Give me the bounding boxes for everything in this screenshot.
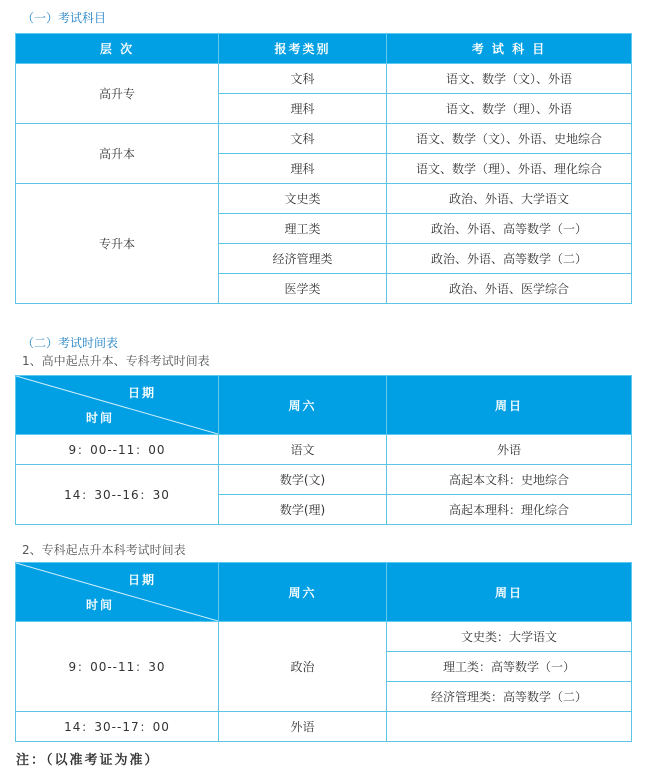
subjects-cell: 政治、外语、医学综合 <box>387 274 632 304</box>
subjects-cell: 语文、数学（文）、外语、史地综合 <box>387 124 632 154</box>
table-header-row <box>16 34 632 64</box>
sunday-cell: 经济管理类：高等数学（二） <box>387 682 632 712</box>
diagonal-line-icon <box>16 376 218 434</box>
table-header-row <box>16 563 632 622</box>
sunday-cell: 高起本理科：理化综合 <box>387 495 632 525</box>
table-row <box>16 622 632 652</box>
time-cell: 9：00--11：30 <box>16 622 219 712</box>
header-saturday: 周六 <box>219 376 387 435</box>
date-label: 日期 <box>127 573 156 587</box>
schedule2-title: 2、专科起点升本科考试时间表 <box>22 543 186 557</box>
schedule1-title: 1、高中起点升本、专科考试时间表 <box>22 354 210 368</box>
saturday-cell: 数学(文) <box>219 465 387 495</box>
saturday-cell: 语文 <box>219 435 387 465</box>
diagonal-header-cell <box>16 563 219 622</box>
table-row <box>16 184 632 214</box>
category-cell: 经济管理类 <box>219 244 387 274</box>
subjects-cell: 语文、数学（文）、外语 <box>387 64 632 94</box>
header-sunday: 周日 <box>387 376 632 435</box>
time-label: 时间 <box>86 411 115 425</box>
time-label: 时间 <box>86 598 115 612</box>
level-cell: 专升本 <box>16 184 219 304</box>
sunday-cell: 高起本文科：史地综合 <box>387 465 632 495</box>
level-cell: 高升本 <box>16 124 219 184</box>
table-row <box>16 64 632 94</box>
exam-subjects-table <box>15 33 632 304</box>
date-label: 日期 <box>127 386 156 400</box>
section-title-schedule: （二）考试时间表 <box>22 336 119 350</box>
table-row <box>16 465 632 495</box>
time-cell: 14：30--17：00 <box>16 712 219 742</box>
schedule2-table <box>15 562 632 742</box>
header-subjects: 考 试 科 目 <box>387 34 632 64</box>
category-cell: 理工类 <box>219 214 387 244</box>
level-cell: 高升专 <box>16 64 219 124</box>
time-cell: 14：30--16：30 <box>16 465 219 525</box>
sunday-cell: 文史类：大学语文 <box>387 622 632 652</box>
category-cell: 文科 <box>219 124 387 154</box>
sunday-cell: 理工类：高等数学（一） <box>387 652 632 682</box>
header-sunday: 周日 <box>387 563 632 622</box>
diagonal-header-cell <box>16 376 219 435</box>
category-cell: 理科 <box>219 154 387 184</box>
section-title-subjects: （一）考试科目 <box>22 11 107 25</box>
subjects-cell: 政治、外语、高等数学（一） <box>387 214 632 244</box>
saturday-cell: 政治 <box>219 622 387 712</box>
saturday-cell: 数学(理) <box>219 495 387 525</box>
subjects-cell: 政治、外语、高等数学（二） <box>387 244 632 274</box>
subjects-cell: 政治、外语、大学语文 <box>387 184 632 214</box>
category-cell: 理科 <box>219 94 387 124</box>
table-row <box>16 712 632 742</box>
header-saturday: 周六 <box>219 563 387 622</box>
subjects-cell: 语文、数学（理）、外语 <box>387 94 632 124</box>
table-header-row <box>16 376 632 435</box>
category-cell: 文史类 <box>219 184 387 214</box>
subjects-cell: 语文、数学（理）、外语、理化综合 <box>387 154 632 184</box>
category-cell: 文科 <box>219 64 387 94</box>
table-row <box>16 124 632 154</box>
sunday-cell: 外语 <box>387 435 632 465</box>
diagonal-line-icon <box>16 563 218 621</box>
note-text: 注：（以准考证为准） <box>16 753 160 768</box>
schedule1-table <box>15 375 632 525</box>
sunday-cell <box>387 712 632 742</box>
time-cell: 9：00--11：00 <box>16 435 219 465</box>
category-cell: 医学类 <box>219 274 387 304</box>
table-row <box>16 435 632 465</box>
header-level: 层 次 <box>16 34 219 64</box>
saturday-cell: 外语 <box>219 712 387 742</box>
header-category: 报考类别 <box>219 34 387 64</box>
